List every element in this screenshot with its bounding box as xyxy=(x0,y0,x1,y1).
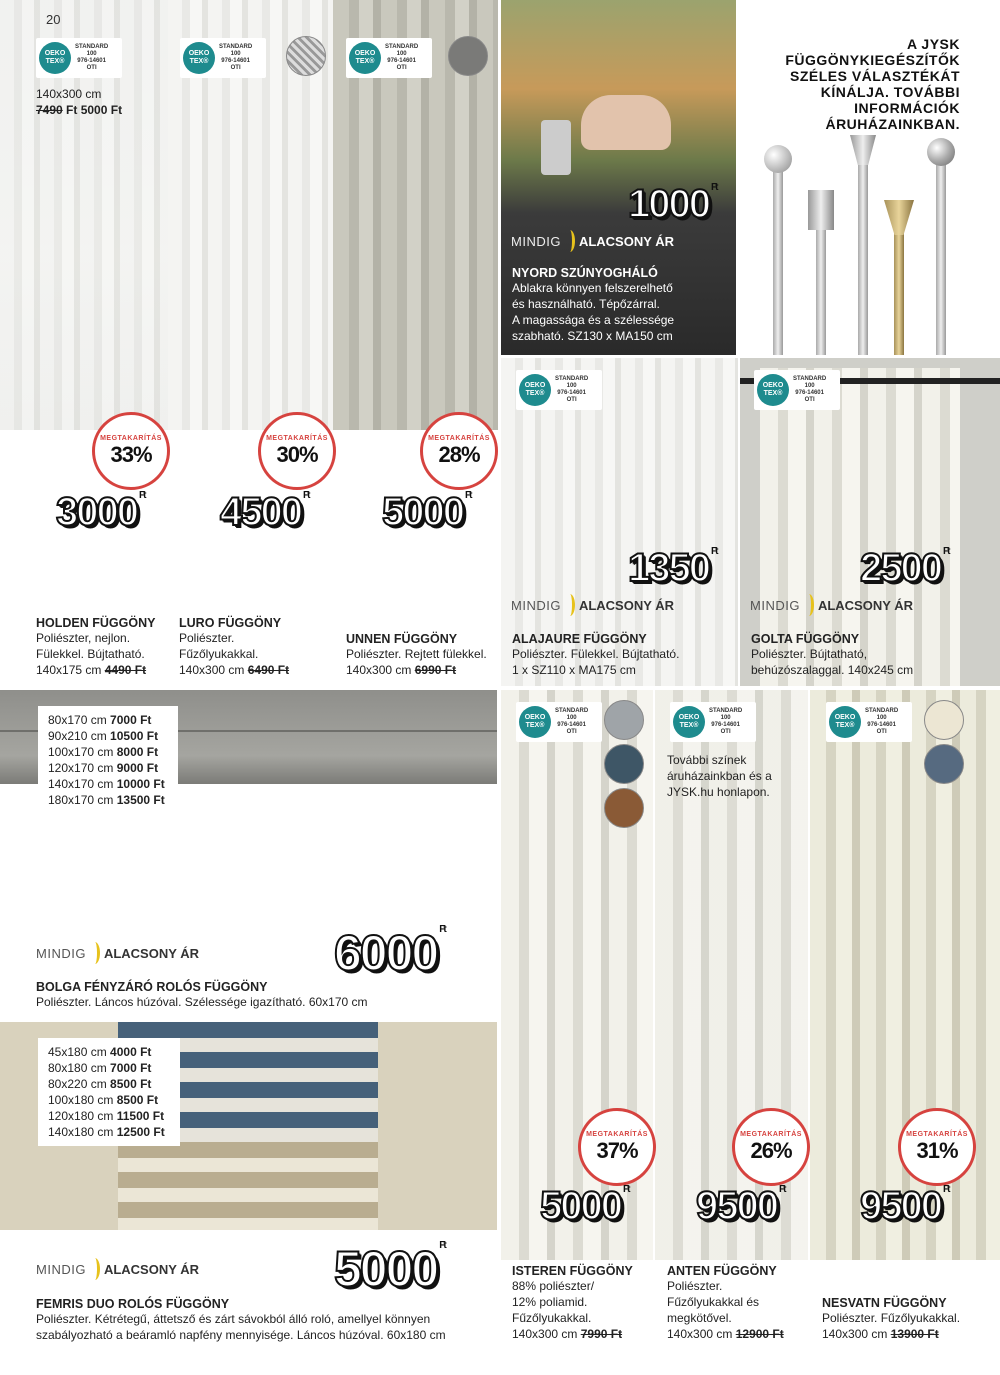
isteren-price: 5000 $^{Ft}$ xyxy=(540,1184,629,1228)
color-swatch-luro xyxy=(286,36,326,76)
femris-size-5: 140x180 cm 12500 Ft xyxy=(48,1125,165,1139)
alajaure-price: 1350 $^{Ft}$ xyxy=(628,546,717,590)
oeko-tex-label-unnen: OEKO TEX® STANDARD 100 976-14601 OTI xyxy=(346,38,432,78)
discount-badge-unnen: MEGTAKARÍTÁS 28% xyxy=(420,412,498,490)
alajaure-text: ALAJAURE FÜGGÖNY Poliészter. Fülekkel. Bújtatható. 1 x SZ110 x MA175 cm xyxy=(512,632,680,677)
bolga-size-4: 140x170 cm 10000 Ft xyxy=(48,777,165,791)
femris-size-0: 45x180 cm 4000 Ft xyxy=(48,1045,152,1059)
nyord-price: 1000 $^{Ft}$ xyxy=(628,182,717,226)
oeko-tex-label-isteren: OEKO TEX® STANDARD 100 976-14601 OTI xyxy=(516,702,602,742)
discount-badge-luro: MEGTAKARÍTÁS 30% xyxy=(258,412,336,490)
femris-size-1: 80x180 cm 7000 Ft xyxy=(48,1061,152,1075)
color-swatch-nesvatn-cream xyxy=(924,700,964,740)
more-colors-text: További színek áruházainkban és a JYSK.hu honlapon. xyxy=(667,753,772,799)
bolga-text: BOLGA FÉNYZÁRÓ ROLÓS FÜGGÖNY Poliészter. Láncos húzóval. Szélessége igazítható. 60x170 cm xyxy=(36,980,368,1009)
luro-text: LURO FÜGGÖNY Poliészter. Fűzőlyukakkal. 140x300 cm 6490 Ft xyxy=(179,616,290,677)
discount-badge-holden: MEGTAKARÍTÁS 33% xyxy=(92,412,170,490)
nesvatn-price: 9500 $^{Ft}$ xyxy=(860,1184,949,1228)
femris-size-2: 80x220 cm 8500 Ft xyxy=(48,1077,152,1091)
discount-badge-anten: MEGTAKARÍTÁS 26% xyxy=(732,1108,810,1186)
unnen-text: UNNEN FÜGGÖNY Poliészter. Rejtett fülekkel. 140x300 cm 6990 Ft xyxy=(346,632,487,677)
page-number: 20 xyxy=(46,12,61,27)
bolga-size-1: 90x210 cm 10500 Ft xyxy=(48,729,159,743)
golta-price: 2500 $^{Ft}$ xyxy=(860,546,949,590)
golta-text: GOLTA FÜGGÖNY Poliészter. Bújtatható, behúzószalaggal. 140x245 cm xyxy=(751,632,914,677)
mindig-alacsony-ar-alajaure: MINDIG ALACSONY ÁR xyxy=(511,594,674,616)
femris-size-list xyxy=(38,1038,180,1146)
bolga-price: 6000 $^{Ft}$ xyxy=(334,924,445,981)
bolga-size-list xyxy=(38,706,178,814)
nesvatn-photo xyxy=(810,690,1000,1260)
nyord-text: NYORD SZÚNYOGHÁLÓ Ablakra könnyen felszerelhető és használható. Tépőzárral. A magassága és a szélessége szabható. SZ130 x MA150 cm xyxy=(512,266,675,343)
oeko-tex-label-luro: OEKO TEX® STANDARD 100 976-14601 OTI xyxy=(180,38,266,78)
isteren-text: ISTEREN FÜGGÖNY 88% poliészter/ 12% poliamid. Fűzőlyukakkal. 140x300 cm 7990 Ft xyxy=(512,1264,633,1341)
anten-price: 9500 $^{Ft}$ xyxy=(696,1184,785,1228)
bolga-size-5: 180x170 cm 13500 Ft xyxy=(48,793,165,807)
anten-text: ANTEN FÜGGÖNY Poliészter. Fűzőlyukakkal és megkötővel. 140x300 cm 12900 Ft xyxy=(667,1264,784,1341)
bolga-size-3: 120x170 cm 9000 Ft xyxy=(48,761,159,775)
holden-price: 3000 $^{Ft}$ xyxy=(56,490,145,534)
mindig-alacsony-ar-bolga: MINDIG ALACSONY ÁR xyxy=(36,942,199,964)
luro-price: 4500 $^{Ft}$ xyxy=(220,490,309,534)
mindig-alacsony-ar-golta: MINDIG ALACSONY ÁR xyxy=(750,594,913,616)
femris-price: 5000 $^{Ft}$ xyxy=(334,1240,445,1297)
bolga-size-0: 80x170 cm 7000 Ft xyxy=(48,713,152,727)
color-swatch-isteren-grey xyxy=(604,700,644,740)
bolga-size-2: 100x170 cm 8000 Ft xyxy=(48,745,159,759)
color-swatch-unnen xyxy=(448,36,488,76)
holden-text: HOLDEN FÜGGÖNY Poliészter, nejlon. Fülekkel. Bújtatható. 140x175 cm 4490 Ft xyxy=(36,616,156,677)
oeko-tex-label-anten: OEKO TEX® STANDARD 100 976-14601 OTI xyxy=(670,702,756,742)
accessories-text: A JYSK FÜGGÖNYKIEGÉSZÍTŐK SZÉLES VÁLASZTÉKÁT KÍNÁLJA. TOVÁBBI INFORMÁCIÓK ÁRUHÁZAINKBAN. xyxy=(785,36,960,132)
oeko-tex-label-holden: OEKO TEX® STANDARD 100 976-14601 OTI xyxy=(36,38,122,78)
unnen-price: 5000 $^{Ft}$ xyxy=(382,490,471,534)
top-left-size-text: 140x300 cm 7490 Ft 5000 Ft xyxy=(36,87,123,117)
femris-size-4: 120x180 cm 11500 Ft xyxy=(48,1109,165,1123)
oeko-tex-label-alajaure: OEKO TEX® STANDARD 100 976-14601 OTI xyxy=(516,370,602,410)
femris-size-3: 100x180 cm 8500 Ft xyxy=(48,1093,159,1107)
oeko-tex-label-golta: OEKO TEX® STANDARD 100 976-14601 OTI xyxy=(754,370,840,410)
color-swatch-isteren-blue xyxy=(604,744,644,784)
femris-text: FEMRIS DUO ROLÓS FÜGGÖNY Poliészter. Kétrétegű, áttetsző és zárt sávokból álló roló, amellyel könnyen szabályozható a beáramló napfény mennyisége. Láncos húzóval. 60x180 cm xyxy=(36,1297,446,1342)
discount-badge-nesvatn: MEGTAKARÍTÁS 31% xyxy=(898,1108,976,1186)
oeko-tex-label-nesvatn: OEKO TEX® STANDARD 100 976-14601 OTI xyxy=(826,702,912,742)
mindig-alacsony-ar-nyord: MINDIG ALACSONY ÁR xyxy=(511,230,674,252)
color-swatch-isteren-brown xyxy=(604,788,644,828)
nesvatn-text: NESVATN FÜGGÖNY Poliészter. Fűzőlyukakkal. 140x300 cm 13900 Ft xyxy=(822,1296,961,1341)
mindig-alacsony-ar-femris: MINDIG ALACSONY ÁR xyxy=(36,1258,199,1280)
discount-badge-isteren: MEGTAKARÍTÁS 37% xyxy=(578,1108,656,1186)
color-swatch-nesvatn-blue xyxy=(924,744,964,784)
